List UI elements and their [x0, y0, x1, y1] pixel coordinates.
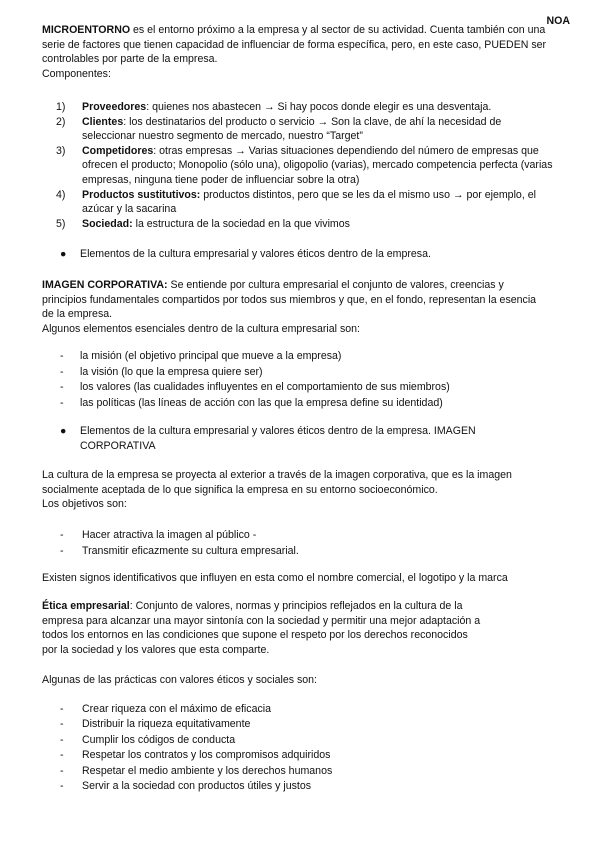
component-text: : quienes nos abastecen → Si hay pocos donde elegir es una desventaja.	[146, 101, 492, 113]
list-item-text: Hacer atractiva la imagen al público -	[82, 529, 257, 541]
bullet-text-line: CORPORATIVA	[80, 439, 156, 452]
component-number: 1)	[56, 101, 66, 113]
imagen-line-2: principios fundamentales compartidos por todos sus miembros y que, en el fondo, representan la esencia	[42, 293, 537, 306]
component-item	[42, 144, 572, 188]
component-number: 5)	[56, 217, 66, 230]
list-item-text: la misión (el objetivo principal que mueve a la empresa)	[80, 350, 342, 362]
list-item	[42, 365, 542, 381]
component-term: Proveedores	[82, 101, 147, 113]
etica-text-1: : Conjunto de valores, normas y principios reflejados en la cultura de la	[129, 600, 463, 612]
etica-title: Ética empresarial	[42, 600, 130, 612]
microentorno-line-2: serie de factores que tienen capacidad de influenciar de forma específica, pero, en este caso, PUEDEN ser	[42, 38, 547, 51]
component-item	[42, 115, 572, 144]
etica-line-2: empresa para alcanzar una mayor sintonía con la sociedad y permitir una mejor adaptación a	[42, 614, 481, 627]
dash-icon: -	[60, 780, 64, 793]
proyecta-line-2: socialmente aceptada de lo que significa la empresa en su entorno socioeconómico.	[42, 483, 438, 496]
bullet-icon: ●	[60, 248, 67, 260]
list-item-text: Respetar los contratos y los compromisos adquiridos	[82, 749, 331, 762]
component-text: seleccionar nuestro segmento de mercado, nuestro “Target”	[82, 130, 363, 143]
dash-icon: -	[60, 350, 64, 362]
component-number: 3)	[56, 144, 66, 157]
component-term: Clientes	[82, 115, 124, 128]
list-item-text: Transmitir eficazmente su cultura empresarial.	[82, 544, 299, 557]
etica-line-4: por la sociedad y los valores que esta comparte.	[42, 643, 270, 656]
microentorno-paragraph	[42, 23, 572, 81]
list-item	[42, 717, 542, 732]
microentorno-title: MICROENTORNO	[42, 24, 131, 36]
list-item	[42, 380, 542, 396]
component-text: : otras empresas → Varias situaciones dependiendo del número de empresas que	[153, 144, 539, 157]
component-item	[42, 100, 572, 115]
etica-line-1	[42, 599, 572, 614]
dash-icon: -	[60, 365, 64, 378]
list-item	[42, 528, 542, 544]
list-item-text: Servir a la sociedad con productos útiles y justos	[82, 780, 312, 793]
microentorno-line-3: controlables por parte de la empresa.	[42, 53, 218, 66]
practicas-list	[42, 702, 542, 794]
proyecta-paragraph	[42, 468, 572, 512]
list-item	[42, 733, 542, 748]
dash-icon: -	[60, 396, 64, 409]
microentorno-text-1: es el entorno próximo a la empresa y al sector de su actividad. Cuenta también con una	[130, 24, 546, 36]
list-item-text: Cumplir los códigos de conducta	[82, 733, 236, 746]
header-noa: NOA	[546, 15, 570, 27]
dash-icon: -	[60, 544, 64, 557]
dash-icon: -	[60, 749, 64, 762]
component-number: 4)	[56, 188, 66, 201]
list-item-text: Crear riqueza con el máximo de eficacia	[82, 703, 272, 715]
bullet-text-line: Elementos de la cultura empresarial y valores éticos dentro de la empresa. IMAGEN	[80, 425, 476, 437]
component-item	[42, 217, 572, 232]
list-item	[42, 748, 542, 763]
imagen-line-4: Algunos elementos esenciales dentro de la cultura empresarial son:	[42, 322, 360, 335]
imagen-title: IMAGEN CORPORATIVA:	[42, 279, 168, 291]
component-item	[42, 188, 572, 217]
proyecta-line-1: La cultura de la empresa se proyecta al exterior a través de la imagen corporativa, que es la imagen	[42, 469, 512, 481]
microentorno-line-1	[42, 23, 572, 38]
components-list	[42, 100, 572, 231]
imagen-line-1	[42, 278, 572, 293]
imagen-paragraph	[42, 278, 572, 336]
dash-icon: -	[60, 718, 64, 731]
list-item-text: la visión (lo que la empresa quiere ser)	[80, 365, 263, 378]
component-text: ofrecen el producto; Monopolio (sólo una), oligopolio (varias), mercado competencia perfecta (varias	[82, 159, 553, 172]
list-item	[42, 544, 542, 560]
etica-line-3: todos los entornos en las condiciones que supone el respeto por los derechos reconocidos	[42, 629, 468, 642]
dash-icon: -	[60, 703, 64, 715]
list-item	[42, 702, 542, 717]
imagen-text-1: Se entiende por cultura empresarial el conjunto de valores, creencias y	[167, 279, 504, 291]
list-item-text: las políticas (las líneas de acción con las que la empresa define su identidad)	[80, 396, 443, 409]
list-item-text: los valores (las cualidades influyentes en el comportamiento de sus miembros)	[80, 381, 450, 393]
objetivos-label: Los objetivos son:	[42, 498, 127, 511]
bullet-icon: ●	[60, 425, 67, 437]
signos-paragraph: Existen signos identificativos que influyen en esta como el nombre comercial, el logotipo y la marca	[42, 572, 508, 584]
component-term: Competidores	[82, 144, 154, 157]
list-item	[42, 779, 542, 794]
component-text: productos distintos, pero que se les da el mismo uso → por ejemplo, el	[200, 188, 536, 201]
component-text: azúcar y la sacarina	[82, 203, 177, 216]
component-term: Sociedad:	[82, 217, 133, 230]
bullet-text: Elementos de la cultura empresarial y valores éticos dentro de la empresa.	[80, 248, 431, 260]
componentes-label: Componentes:	[42, 67, 111, 80]
practicas-intro: Algunas de las prácticas con valores éticos y sociales son:	[42, 674, 317, 686]
etica-paragraph	[42, 599, 572, 657]
component-term: Productos sustitutivos:	[82, 188, 201, 201]
list-item-text: Respetar el medio ambiente y los derechos humanos	[82, 764, 333, 777]
list-item	[42, 396, 542, 412]
bullet-text	[80, 424, 520, 453]
objetivos-list	[42, 528, 542, 559]
elements-list	[42, 349, 542, 411]
dash-icon: -	[60, 733, 64, 746]
component-text: la estructura de la sociedad en la que vivimos	[132, 217, 350, 230]
dash-icon: -	[60, 764, 64, 777]
list-item	[42, 349, 542, 365]
component-number: 2)	[56, 115, 66, 128]
list-item	[42, 764, 542, 779]
dash-icon: -	[60, 529, 64, 541]
dash-icon: -	[60, 381, 64, 393]
list-item-text: Distribuir la riqueza equitativamente	[82, 718, 251, 731]
imagen-line-3: de la empresa.	[42, 308, 113, 321]
component-text: empresas, ninguna tiene poder de influenciar sobre la otra)	[82, 173, 360, 186]
component-text: : los destinatarios del producto o servicio → Son la clave, de ahí la necesidad de	[123, 115, 502, 128]
